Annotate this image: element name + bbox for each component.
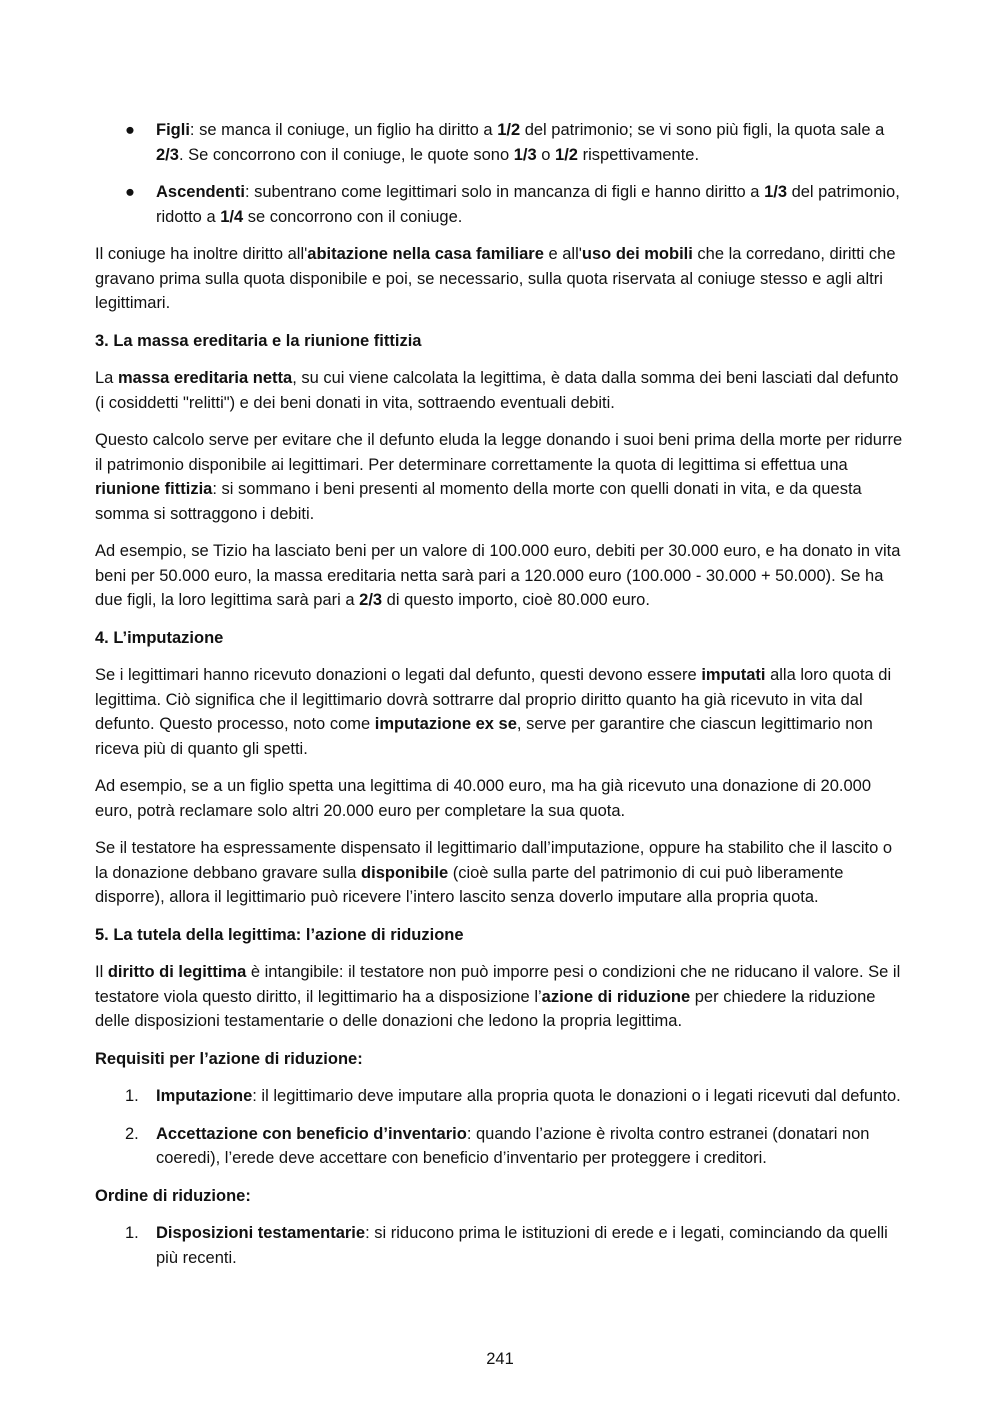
section-heading-4: 4. L’imputazione	[95, 628, 224, 647]
bold-text: massa ereditaria netta	[117, 369, 293, 387]
paragraph-imputazione: Se i legittimari hanno ricevuto donazioni o legati dal defunto, questi devono essere imputati alla loro quota di legittima. Ciò significa che il legittimario dovrà sottrarre dal proprio diritto quanto ha già ricevuto in vita dal defunto. Questo processo, noto come imputazione ex se, serve per garantire che ciascun legittimario non riceva più di quanto gli spetti.	[95, 666, 892, 758]
list-number: 1.	[125, 1087, 139, 1105]
bold-text: Imputazione	[156, 1087, 253, 1105]
list-item-text: Figli: se manca il coniuge, un figlio ha diritto a 1/2 del patrimonio; se vi sono più figli, la quota sale a 2/3. Se concorrono con il coniuge, le quote sono 1/3 o 1/2 rispettivamente.	[156, 121, 885, 164]
bold-text: 1/3	[764, 183, 787, 201]
bold-text: 1/3	[513, 145, 537, 164]
bold-text: disponibile	[361, 863, 449, 882]
bold-text: Accettazione con beneficio d’inventario	[156, 1124, 467, 1143]
list-item	[95, 1122, 907, 1171]
bold-text: 2/3	[359, 591, 383, 609]
bold-text: Disposizioni testamentarie	[156, 1224, 366, 1242]
list-item-text: Disposizioni testamentarie: si riducono prima le istituzioni di erede e i legati, cominciando da quelli più recenti.	[156, 1224, 888, 1267]
bold-text: imputati	[701, 666, 766, 684]
requisiti-list	[95, 1084, 907, 1171]
list-item	[95, 180, 907, 229]
list-item-text: Ascendenti: subentrano come legittimari solo in mancanza di figli e hanno diritto a 1/3 del patrimonio, ridotto a 1/4 se concorrono con il coniuge.	[156, 183, 900, 226]
bold-text: riunione fittizia	[95, 480, 213, 498]
paragraph-dispensa: Se il testatore ha espressamente dispensato il legittimario dall’imputazione, oppure ha stabilito che il lascito o la donazione debbano gravare sulla disponibile (cioè sulla parte del patrimonio di cui può liberamente disporre), allora il legittimario può ricevere l’intero lascito senza doverlo imputare alla propria quota.	[95, 839, 893, 906]
paragraph-calcolo: Questo calcolo serve per evitare che il defunto eluda la legge donando i suoi beni prima della morte per ridurre il patrimonio disponibile ai legittimari. Per determinare correttamente la quota di legittima si effettua una riunione fittizia: si sommano i beni presenti al momento della morte con quelli donati in vita, e da questa somma si sottraggono i debiti.	[95, 431, 903, 523]
paragraph-coniuge: Il coniuge ha inoltre diritto all'abitazione nella casa familiare e all'uso dei mobili che la corredano, diritti che gravano prima sulla quota disponibile e poi, se necessario, sulla quota riservata al coniuge stesso e agli altri legittimari.	[95, 245, 896, 312]
document-page	[95, 118, 907, 1283]
list-item-text: Imputazione: il legittimario deve imputare alla propria quota le donazioni o i legati ricevuti dal defunto.	[156, 1087, 901, 1105]
list-item	[95, 118, 907, 167]
section-heading-3: 3. La massa ereditaria e la riunione fittizia	[95, 331, 422, 350]
bullet-icon: ●	[125, 121, 135, 139]
requisiti-heading: Requisiti per l’azione di riduzione:	[95, 1049, 363, 1068]
paragraph-massa: La massa ereditaria netta, su cui viene calcolata la legittima, è data dalla somma dei beni lasciati dal defunto (i cosiddetti "relitti") e dei beni donati in vita, sottraendo eventuali debiti.	[95, 369, 899, 412]
paragraph-esempio-1: Ad esempio, se Tizio ha lasciato beni per un valore di 100.000 euro, debiti per 30.000 euro, e ha donato in vita beni per 50.000 euro, la massa ereditaria netta sarà pari a 120.000 euro (100.000 - 30.000 + 50.000). Se ha due figli, la loro legittima sarà pari a 2/3 di questo importo, cioè 80.000 euro.	[95, 542, 901, 609]
list-number: 1.	[125, 1224, 139, 1242]
list-number: 2.	[125, 1124, 139, 1143]
list-item	[95, 1221, 907, 1270]
bullet-icon: ●	[125, 183, 135, 201]
bold-text: abitazione nella casa familiare	[307, 245, 544, 263]
bold-text: imputazione ex se	[374, 715, 517, 733]
list-item	[95, 1084, 907, 1109]
bold-text: Ascendenti	[156, 183, 245, 201]
bold-text: Figli	[156, 121, 190, 139]
bold-text: uso dei mobili	[581, 245, 693, 263]
page-number: 241	[486, 1350, 514, 1368]
paragraph-esempio-2: Ad esempio, se a un figlio spetta una legittima di 40.000 euro, ma ha già ricevuto una donazione di 20.000 euro, potrà reclamare solo altri 20.000 euro per completare la sua quota.	[95, 777, 872, 820]
ordine-heading: Ordine di riduzione:	[95, 1186, 251, 1205]
bold-text: azione di riduzione	[541, 987, 691, 1006]
section-heading-5: 5. La tutela della legittima: l’azione di riduzione	[95, 925, 464, 944]
bold-text: 1/4	[220, 207, 244, 226]
quote-list	[95, 118, 907, 229]
list-item-text: Accettazione con beneficio d’inventario: quando l’azione è rivolta contro estranei (donatari non coeredi), l’erede deve accettare con beneficio d’inventario per proteggere i creditori.	[156, 1124, 870, 1167]
paragraph-diritto: Il diritto di legittima è intangibile: il testatore non può imporre pesi o condizioni che ne riducano il valore. Se il testatore viola questo diritto, il legittimario ha a disposizione l’azione di riduzione per chiedere la riduzione delle disposizioni testamentarie o delle donazioni che ledono la propria legittima.	[95, 963, 901, 1030]
bold-text: 1/2	[555, 145, 578, 164]
bold-text: diritto di legittima	[107, 963, 247, 981]
bold-text: 2/3	[156, 145, 179, 164]
ordine-list	[95, 1221, 907, 1270]
bold-text: 1/2	[497, 121, 521, 139]
